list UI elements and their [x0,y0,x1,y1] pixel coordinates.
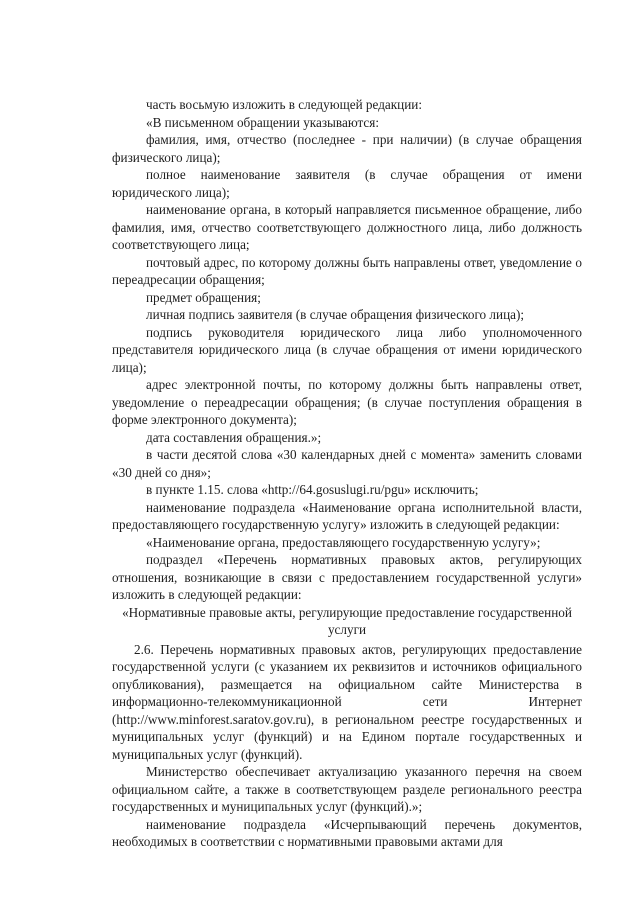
section-heading: «Нормативные правовые акты, регулирующие предоставление государственной услуги [122,604,572,637]
paragraph: полное наименование заявителя (в случае обращения от имени юридического лица); [112,167,582,200]
paragraph: наименование подраздела «Наименование органа исполнительной власти, предоставляющего государственную услугу» изложить в следующей редакции: [112,499,582,532]
paragraph: наименование подраздела «Исчерпывающий перечень документов, необходимых в соответствии с нормативными правовыми актами для [112,816,582,849]
paragraph: «Наименование органа, предоставляющего государственную услугу»; [146,534,541,550]
paragraph: 2.6. Перечень нормативных правовых актов, регулирующих предоставление государственной услуги (с указанием их реквизитов и источников официального опубликования), размещается на официальном сайте Министерства в информационно-телекоммуникационной сети Интернет (http://www.minforest.saratov.gov.ru), в региональном реестре государственных и муниципальных услуг (функций) и на Едином портале государственных и муниципальных услуг (функций). [112,641,582,762]
paragraph: часть восьмую изложить в следующей редакции: [146,97,423,112]
paragraph: подраздел «Перечень нормативных правовых актов, регулирующих отношения, возникающие в связи с предоставлением государственной услуги» изложить в следующей редакции: [112,552,582,602]
paragraph: личная подпись заявителя (в случае обращения физического лица); [146,307,525,322]
paragraph: подпись руководителя юридического лица либо уполномоченного представителя юридического лица (в случае обращения от имени юридического лица); [112,324,582,375]
paragraph: в части десятой слова «30 календарных дней с момента» заменить словами «30 дней со дня»; [112,447,582,480]
paragraph: почтовый адрес, по которому должны быть направлены ответ, уведомление о переадресации обращения; [112,254,582,287]
paragraph: наименование органа, в который направляется письменное обращение, либо фамилия, имя, отчество соответствующего должностного лица, либо должность соответствующего лица; [112,202,582,252]
document-body [112,96,582,851]
paragraph: в пункте 1.15. слова «http://64.gosuslugi.ru/pgu» исключить; [146,482,479,497]
paragraph: предмет обращения; [146,289,261,305]
paragraph: дата составления обращения.»; [146,429,322,445]
paragraph: адрес электронной почты, по которому должны быть направлены ответ, уведомление о переадресации обращения; (в случае поступления обращения в форме электронного документа); [112,377,582,427]
paragraph: «В письменном обращении указываются: [146,114,380,130]
paragraph: Министерство обеспечивает актуализацию указанного перечня на своем официальном сайте, а также в соответствующем разделе регионального реестра государственных и муниципальных услуг (функций).»; [112,764,582,814]
paragraph: фамилия, имя, отчество (последнее - при наличии) (в случае обращения физического лица); [112,132,582,165]
